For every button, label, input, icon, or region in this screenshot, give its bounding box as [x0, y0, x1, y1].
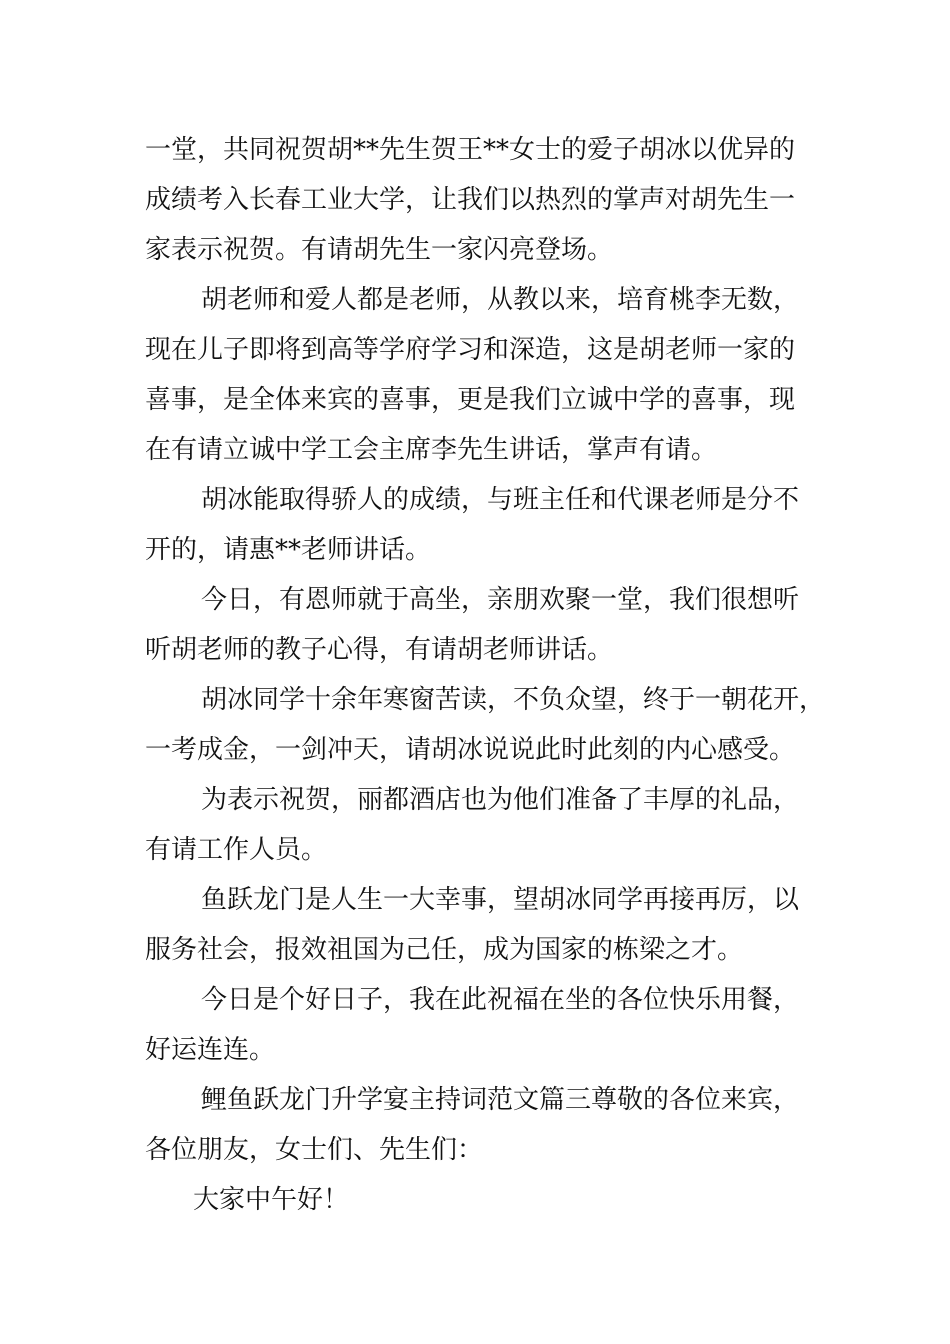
text-line-6: 喜事，是全体来宾的喜事，更是我们立诚中学的喜事，现	[145, 385, 796, 415]
text-line-14: 为表示祝贺，丽都酒店也为他们准备了丰厚的礼品，	[201, 785, 800, 815]
text-line-1: 一堂，共同祝贺胡**先生贺王**女士的爱子胡冰以优异的	[145, 135, 796, 165]
text-line-11: 听胡老师的教子心得，有请胡老师讲话。	[145, 635, 614, 665]
text-line-10: 今日，有恩师就于高坐，亲朋欢聚一堂，我们很想听	[201, 585, 800, 615]
text-line-22: 大家中午好！	[193, 1185, 350, 1215]
text-line-19: 好运连连。	[145, 1035, 276, 1065]
text-line-8: 胡冰能取得骄人的成绩，与班主任和代课老师是分不	[201, 485, 800, 515]
text-line-18: 今日是个好日子，我在此祝福在坐的各位快乐用餐，	[201, 985, 800, 1015]
text-line-15: 有请工作人员。	[145, 835, 328, 865]
text-line-4: 胡老师和爱人都是老师，从教以来，培育桃李无数，	[201, 285, 800, 315]
text-line-13: 一考成金，一剑冲天，请胡冰说说此时此刻的内心感受。	[145, 735, 796, 765]
text-line-12: 胡冰同学十余年寒窗苦读，不负众望，终于一朝花开，	[201, 685, 826, 715]
text-line-9: 开的，请惠**老师讲话。	[145, 535, 432, 565]
text-line-20: 鲤鱼跃龙门升学宴主持词范文篇三尊敬的各位来宾，	[201, 1085, 800, 1115]
text-line-17: 服务社会，报效祖国为己任，成为国家的栋梁之才。	[145, 935, 744, 965]
text-line-21: 各位朋友，女士们、先生们：	[145, 1135, 484, 1165]
text-line-7: 在有请立诚中学工会主席李先生讲话，掌声有请。	[145, 435, 718, 465]
text-line-3: 家表示祝贺。有请胡先生一家闪亮登场。	[145, 235, 614, 265]
text-line-16: 鱼跃龙门是人生一大幸事，望胡冰同学再接再厉，以	[201, 885, 800, 915]
document-body	[145, 125, 825, 1225]
text-line-2: 成绩考入长春工业大学，让我们以热烈的掌声对胡先生一	[145, 185, 796, 215]
text-line-5: 现在儿子即将到高等学府学习和深造，这是胡老师一家的	[145, 335, 796, 365]
